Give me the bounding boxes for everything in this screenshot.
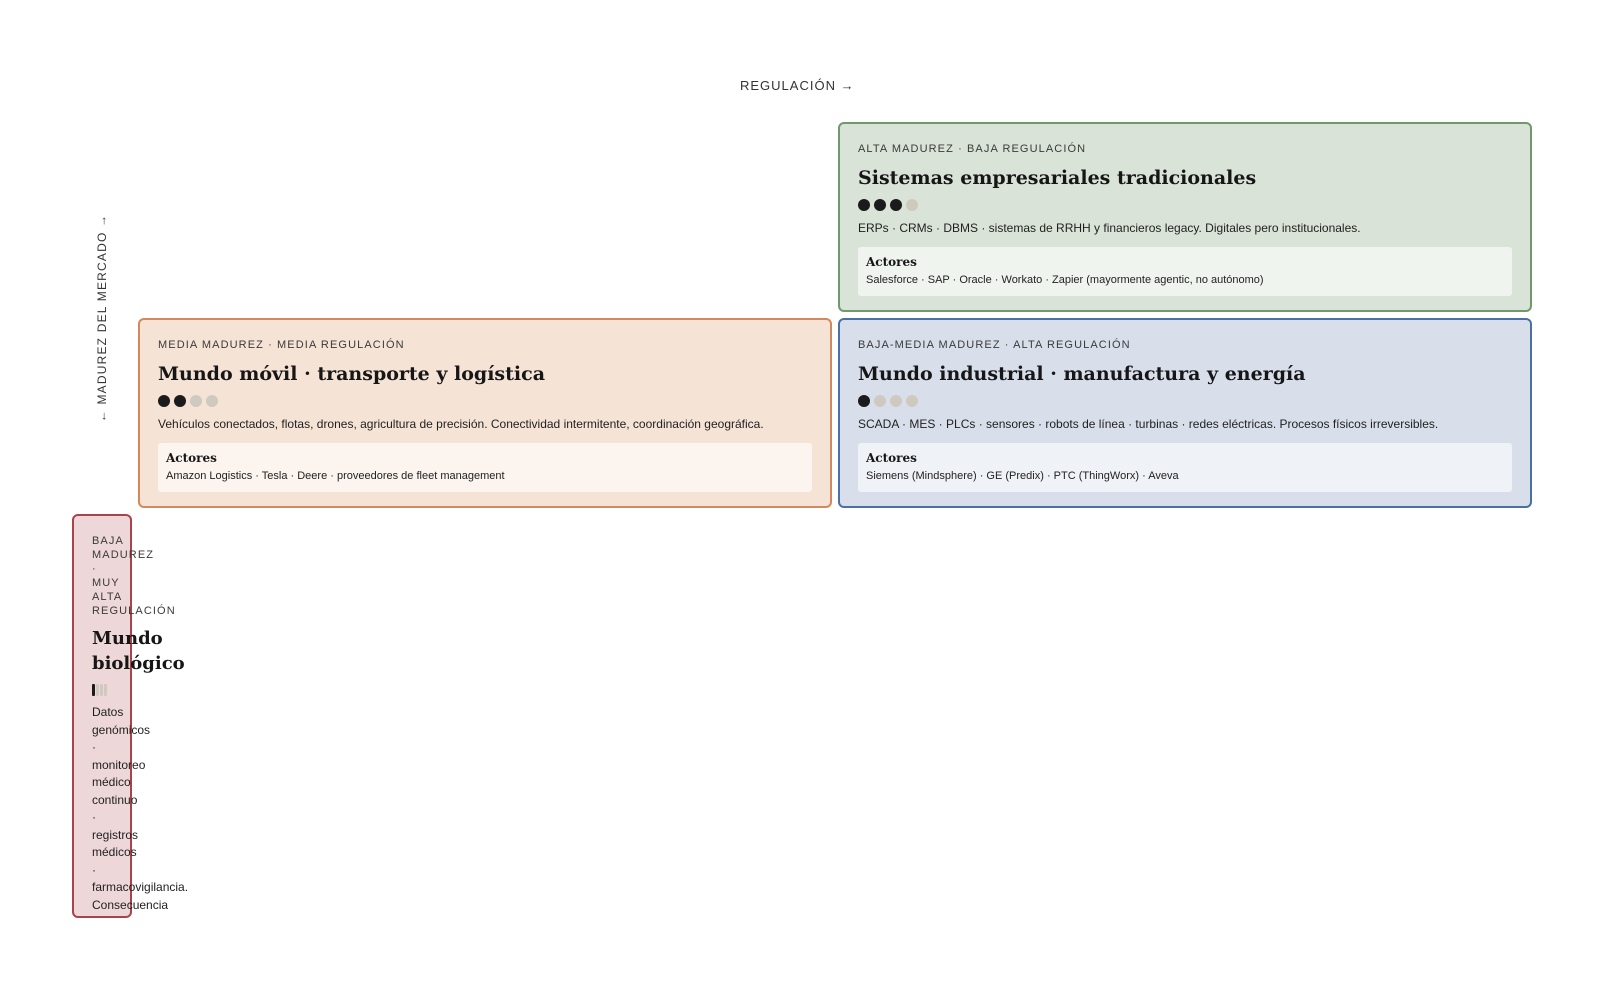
level-dot bbox=[874, 199, 886, 211]
quadrant-traditional-level bbox=[858, 198, 1512, 212]
quadrant-traditional-label: ALTA MADUREZ · BAJA REGULACIÓN bbox=[858, 143, 1087, 155]
level-dot bbox=[206, 395, 218, 407]
quadrant-biological-title: Mundo biológico bbox=[92, 628, 185, 674]
quadrant-industrial-level bbox=[858, 394, 1512, 408]
level-dot bbox=[906, 199, 918, 211]
quadrant-biological-description: Datos genómicos · monitoreo médico continuo · registros médicos · farmacovigilancia. Consecuencia bbox=[92, 705, 189, 912]
level-dot bbox=[174, 395, 186, 407]
quadrant-traditional-actors-title: Actores bbox=[866, 255, 917, 269]
quadrant-industrial-title: Mundo industrial · manufactura y energía bbox=[858, 363, 1306, 385]
quadrant-industrial-description: SCADA · MES · PLCs · sensores · robots de línea · turbinas · redes eléctricas. Procesos físicos irreversibles. bbox=[858, 417, 1439, 431]
level-dot bbox=[858, 199, 870, 211]
quadrant-biological-level bbox=[92, 684, 172, 696]
quadrant-mobile-label: MEDIA MADUREZ · MEDIA REGULACIÓN bbox=[158, 339, 405, 351]
quadrant-mobile-title: Mundo móvil · transporte y logística bbox=[158, 363, 546, 385]
level-dot bbox=[92, 684, 95, 696]
level-dot bbox=[96, 684, 99, 696]
quadrant-industrial-card bbox=[838, 318, 1532, 508]
level-dot bbox=[874, 395, 886, 407]
x-axis-label: REGULACIÓN → bbox=[740, 78, 855, 93]
level-dot bbox=[858, 395, 870, 407]
quadrant-industrial-actors-list: Siemens (Mindsphere) · GE (Predix) · PTC (ThingWorx) · Aveva bbox=[866, 470, 1179, 482]
quadrant-traditional-actors-list: Salesforce · SAP · Oracle · Workato · Zapier (mayormente agentic, no autónomo) bbox=[866, 274, 1264, 286]
level-dot bbox=[190, 395, 202, 407]
y-axis-label: ← MADUREZ DEL MERCADO → bbox=[95, 213, 109, 423]
level-dot bbox=[906, 395, 918, 407]
quadrant-biological-card bbox=[72, 514, 189, 918]
quadrant-industrial-actors-title: Actores bbox=[866, 451, 917, 465]
quadrant-industrial-actors-box bbox=[858, 443, 1512, 492]
quadrant-traditional-actors-box bbox=[858, 247, 1512, 296]
quadrant-mobile-description: Vehículos conectados, flotas, drones, agricultura de precisión. Conectividad intermitente, coordinación geográfica. bbox=[158, 417, 764, 431]
quadrant-mobile-card bbox=[138, 318, 832, 508]
level-dot bbox=[100, 684, 103, 696]
quadrant-traditional-card bbox=[838, 122, 1532, 312]
quadrant-mobile-level bbox=[158, 394, 812, 408]
quadrant-mobile-actors-box bbox=[158, 443, 812, 492]
quadrant-mobile-actors-list: Amazon Logistics · Tesla · Deere · proveedores de fleet management bbox=[166, 470, 505, 482]
quadrant-mobile-actors-title: Actores bbox=[166, 451, 217, 465]
quadrant-industrial-label: BAJA-MEDIA MADUREZ · ALTA REGULACIÓN bbox=[858, 339, 1131, 351]
level-dot bbox=[158, 395, 170, 407]
quadrant-biological-label: BAJA MADUREZ · MUY ALTA REGULACIÓN bbox=[92, 535, 176, 617]
quadrant-traditional-description: ERPs · CRMs · DBMS · sistemas de RRHH y financieros legacy. Digitales pero institucionales. bbox=[858, 221, 1361, 235]
quadrant-traditional-title: Sistemas empresariales tradicionales bbox=[858, 167, 1257, 189]
level-dot bbox=[890, 199, 902, 211]
level-dot bbox=[890, 395, 902, 407]
level-dot bbox=[104, 684, 107, 696]
